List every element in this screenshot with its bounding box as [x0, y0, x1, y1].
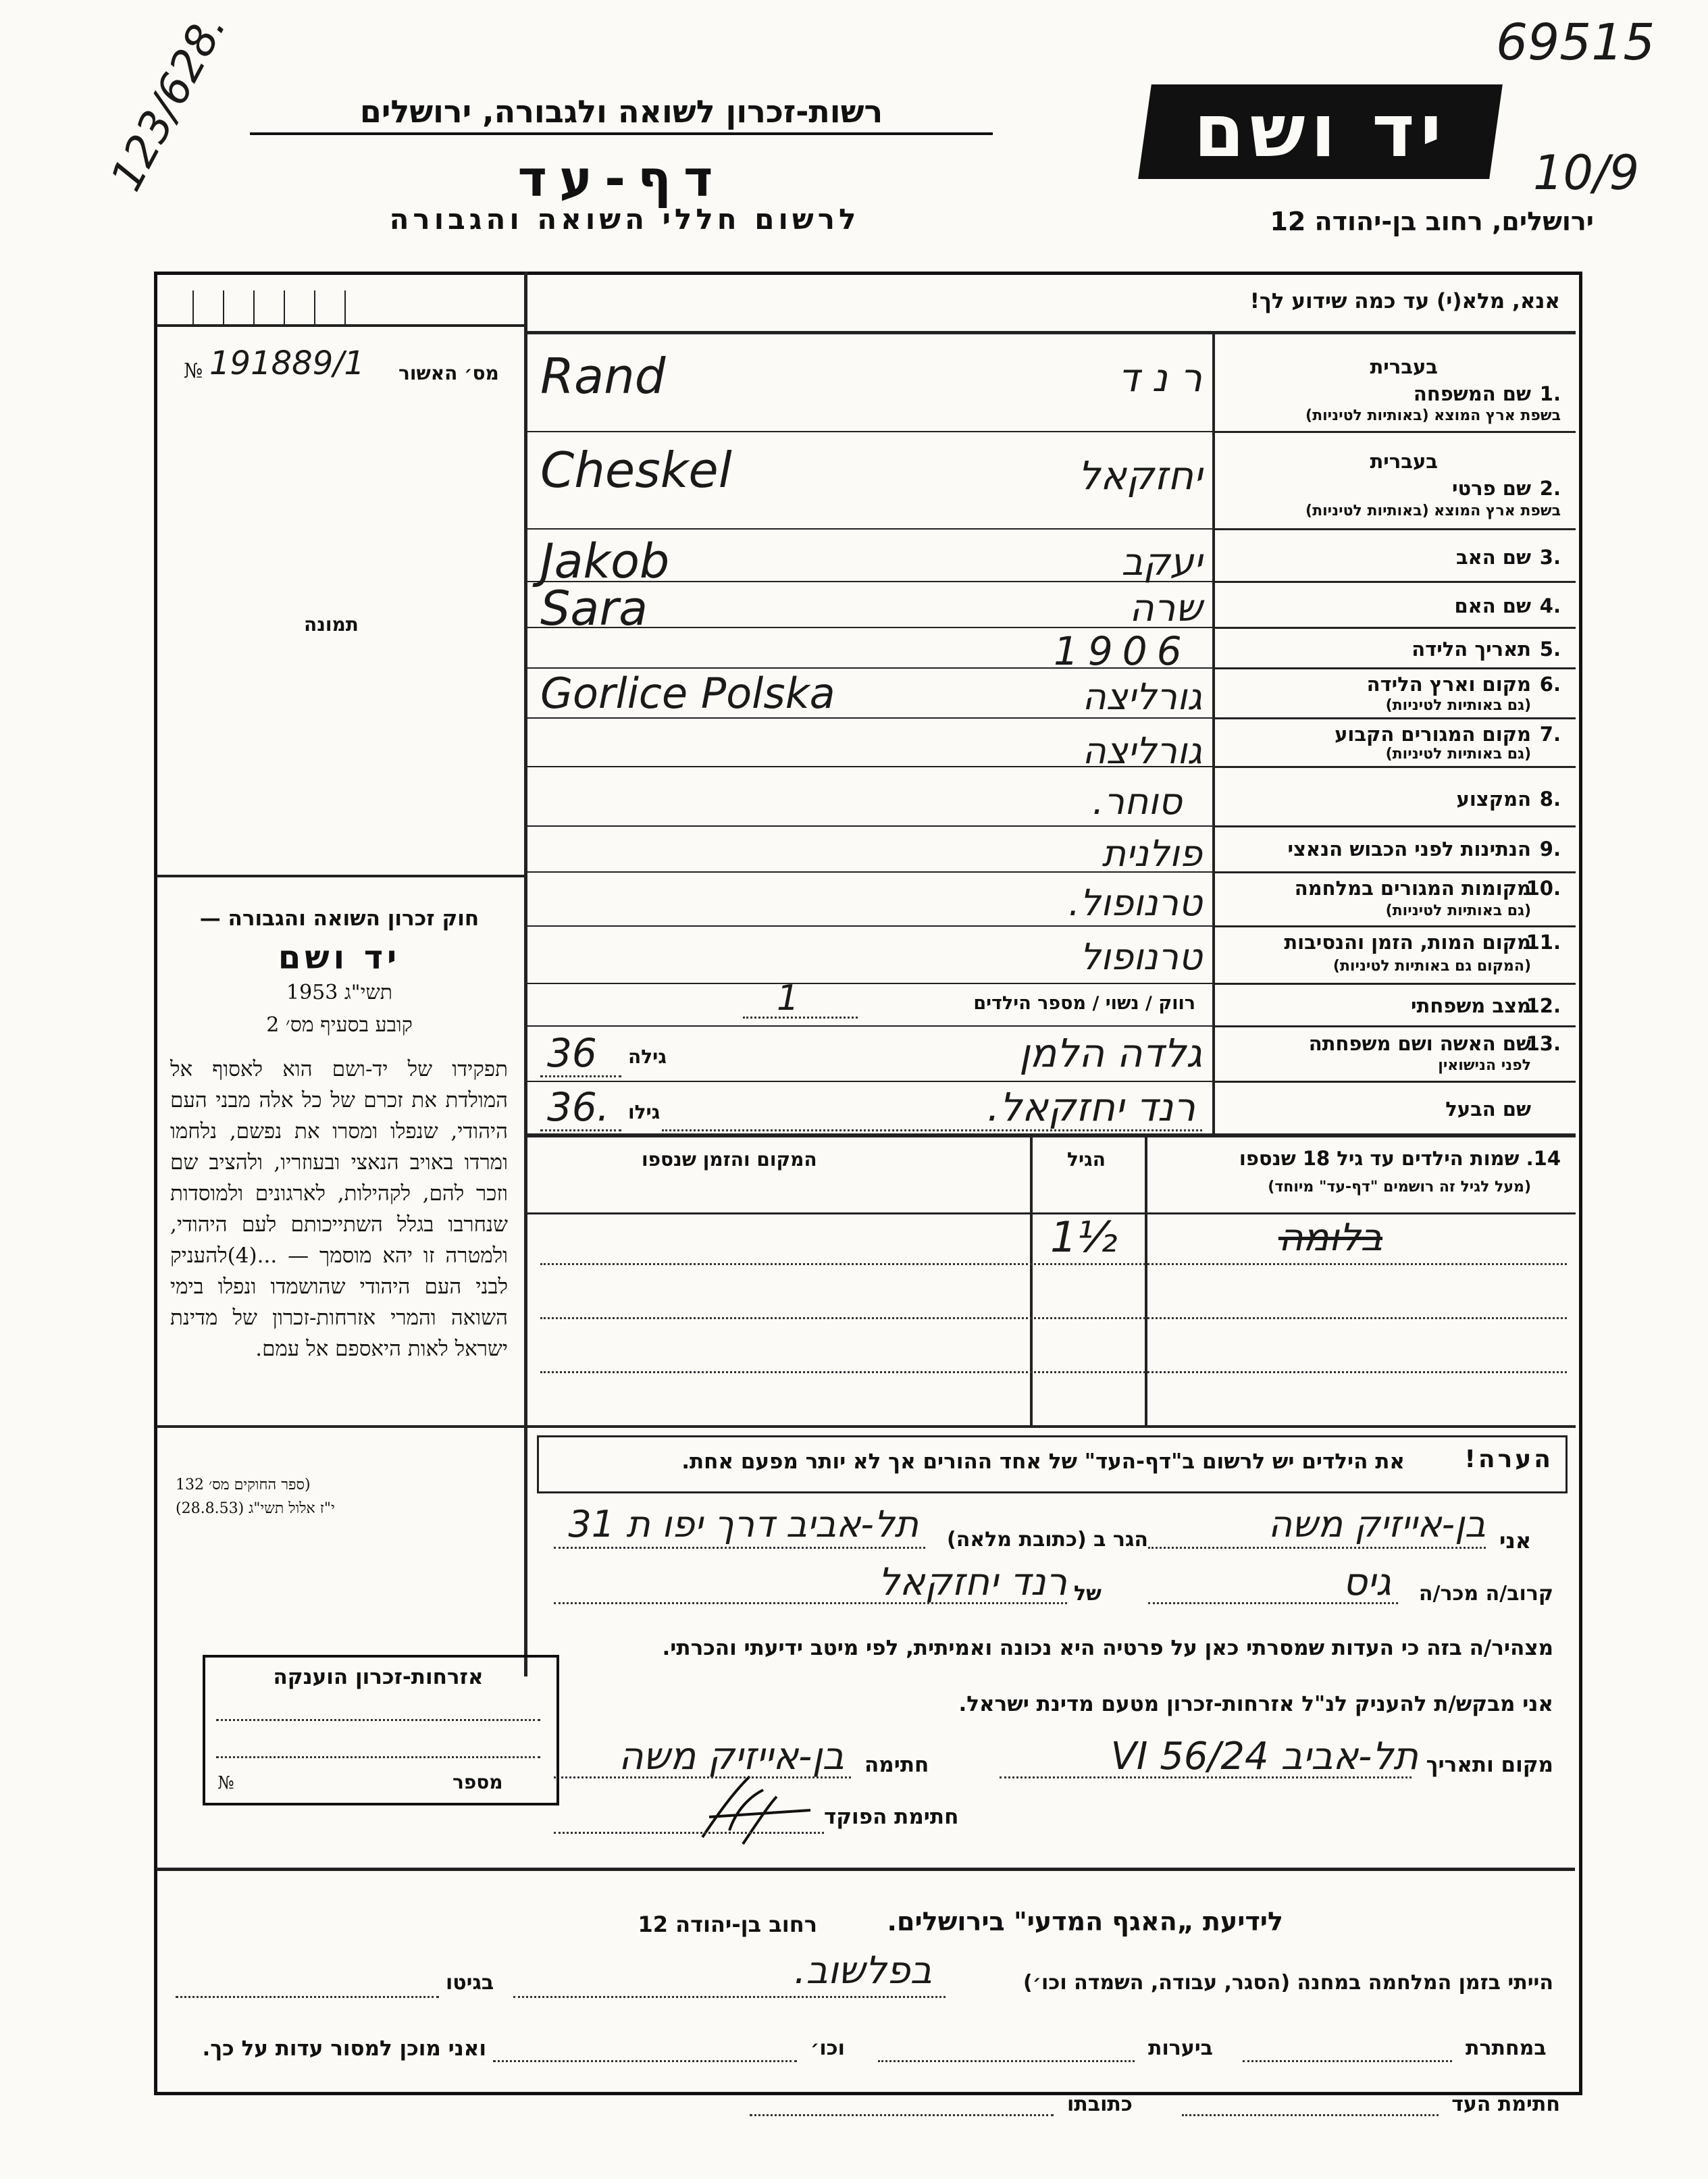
law-clause: קובע בסעיף מס׳ 2	[266, 1013, 413, 1037]
stamp-box-number-label: מספר	[452, 1771, 503, 1793]
hiding-label: במחתרת	[1466, 2036, 1547, 2060]
official-signature-scribble	[689, 1770, 824, 1851]
row-13-num: 13.	[1526, 1032, 1561, 1055]
row-3-num: 3.	[1539, 546, 1561, 569]
row-13-sub: לפני הנישואין	[1438, 1057, 1531, 1074]
wife-age: 36	[547, 1030, 597, 1076]
stamp-box-no-sign: №	[217, 1773, 234, 1793]
forests-label: ביערות	[1148, 2036, 1213, 2060]
header-address: ירושלים, רחוב בן-יהודה 12	[1270, 207, 1594, 236]
row-1-sub: בשפת ארץ המוצא (באותיות לטיניות)	[1305, 407, 1561, 424]
annotation-top-left: 123/628.	[101, 5, 236, 199]
row-2-num: 2.	[1539, 477, 1561, 500]
row-6-hebrew: גורליצה	[1082, 675, 1202, 718]
ghetto-label: בגיטו	[446, 1971, 494, 1995]
science-address: רחוב בן-יהודה 12	[638, 1912, 817, 1937]
row-4-latin: Sara	[540, 581, 648, 636]
row-2-lang: בעברית	[1370, 450, 1438, 473]
husband-age: 36.	[547, 1084, 610, 1130]
camp-line: הייתי בזמן המלחמה במחנה (הסגר, עבודה, השמדה וכו׳)	[1023, 1971, 1553, 1995]
row-6-label: מקום וארץ הלידה	[1366, 673, 1531, 696]
registration-label: מס׳ האשור	[398, 362, 499, 384]
law-year: תשי"ג 1953	[286, 981, 392, 1004]
form-subtitle: לרשום חללי השואה והגבורה	[389, 203, 860, 236]
law-ref-2: י"ז אלול תשי"ג (28.8.53)	[176, 1500, 335, 1517]
wife-age-label: גילה	[628, 1046, 667, 1068]
row-5-value: 1906	[1054, 628, 1191, 674]
husband-label: שם הבעל	[1445, 1098, 1531, 1121]
witness-address: תל-אביב דרך יפו ת 31	[568, 1503, 918, 1545]
place-date: תל-אביב 24/VI 56	[1110, 1735, 1418, 1778]
row-12-label: מצב משפחתי	[1410, 994, 1531, 1017]
note-label: הערה!	[1464, 1445, 1553, 1473]
row-9-value: פולנית	[1102, 832, 1202, 875]
place-date-label: מקום ותאריך	[1426, 1753, 1553, 1777]
children-age-header: הגיל	[1067, 1148, 1106, 1171]
signature-label: חתימה	[864, 1753, 929, 1777]
child-1-age: 1½	[1050, 1212, 1118, 1262]
row-11-num: 11.	[1526, 931, 1561, 954]
witness-name: בן-אייזיק משה	[1268, 1503, 1486, 1545]
row-11-value: טרנופול	[1080, 935, 1202, 978]
decl-request: אני מבקש/ת להעניק לנ"ל אזרחות-זכרון מטעם מדינת ישראל.	[958, 1692, 1553, 1716]
law-yad-vashem: יד ושם	[278, 939, 401, 977]
children-count: 1	[777, 978, 800, 1019]
row-8-num: 8.	[1539, 788, 1561, 811]
row-6-latin: Gorlice Polska	[540, 669, 835, 718]
row-10-num: 10.	[1526, 877, 1561, 900]
annotation-top-right: 69515	[1496, 14, 1655, 72]
row-10-label: מקומות המגורים במלחמה	[1294, 877, 1531, 900]
husband-name: רנד יחזקאל.	[987, 1084, 1195, 1130]
signature: בן-אייזיק משה	[618, 1735, 844, 1778]
row-10-value: טרנופול.	[1068, 881, 1202, 924]
registration-no-sign: №	[184, 359, 203, 383]
row-4-num: 4.	[1539, 594, 1561, 617]
decl-i-am: אני	[1499, 1528, 1532, 1554]
row-8-value: סוחר.	[1092, 780, 1182, 823]
row-5-label: תאריך הלידה	[1412, 638, 1531, 661]
row-7-value: גורליצה	[1082, 729, 1202, 772]
decl-statement: מצהיר/ה בזה כי העדות שמסרתי כאן על פרטיה היא נכונה ואמיתית, לפי מיטב ידיעתי והכרתי.	[662, 1636, 1553, 1660]
relation: גיס	[1343, 1560, 1391, 1604]
law-title: חוק זכרון השואה והגבורה —	[199, 906, 480, 931]
row-7-num: 7.	[1539, 723, 1561, 746]
etc-label: וכו׳	[810, 2036, 845, 2060]
row-11-sub: (המקום גם באותיות לטיניות)	[1332, 958, 1531, 975]
witness-signature-label: חתימת העד	[1451, 2093, 1560, 2116]
row-9-num: 9.	[1539, 838, 1561, 861]
photo-label: תמונה	[304, 613, 359, 636]
row-2-hebrew: יחזקאל	[1078, 453, 1202, 498]
row-3-hebrew: יעקב	[1121, 540, 1202, 584]
of-name: רנד יחזקאל	[878, 1560, 1067, 1604]
husband-age-label: גילו	[628, 1101, 661, 1123]
row-1-num: 1.	[1539, 382, 1561, 405]
row-7-sub: (גם באותיות לטיניות)	[1385, 746, 1531, 763]
row-6-sub: (גם באותיות לטיניות)	[1385, 697, 1531, 714]
decl-residing: הגר ב (כתובת מלאה)	[946, 1528, 1148, 1552]
row-2-label: שם פרטי	[1451, 477, 1531, 500]
row-7-label: מקום המגורים הקבוע	[1335, 723, 1531, 746]
children-sub: (מעל לגיל זה רושמים "דף-עד" מיוחד)	[1268, 1179, 1531, 1196]
child-1-name: בלומה	[1278, 1216, 1383, 1260]
row-4-hebrew: שרה	[1129, 586, 1202, 630]
row-4-label: שם האם	[1454, 594, 1531, 617]
instruction: אנא, מלא(י) עד כמה שידוע לך!	[1249, 289, 1560, 313]
marital-options: רווק / נשוי / מספר הילדים	[973, 993, 1195, 1014]
row-5-num: 5.	[1539, 638, 1561, 661]
yad-vashem-logo: יד ושם	[1138, 84, 1503, 179]
row-9-label: הנתינות לפני הכבוש הנאצי	[1287, 838, 1531, 861]
stamp-box-title: אזרחות-זכרון הוענקה	[273, 1665, 484, 1689]
row-8-label: המקצוע	[1456, 788, 1531, 811]
row-6-num: 6.	[1539, 673, 1561, 696]
wife-name: גלדה הלמן	[1019, 1030, 1202, 1076]
row-1-lang: בעברית	[1370, 355, 1438, 378]
science-title: לידיעת „האגף המדעי" בירושלים.	[887, 1907, 1283, 1937]
row-3-label: שם האב	[1455, 546, 1531, 569]
row-12-num: 12.	[1526, 994, 1561, 1017]
annotation-right-number: 10/9	[1533, 145, 1640, 201]
row-2-latin: Cheskel	[540, 442, 732, 498]
decl-of: של	[1074, 1582, 1102, 1606]
decl-relative: קרוב/ה מכר/ה	[1418, 1582, 1553, 1606]
row-10-sub: (גם באותיות לטיניות)	[1385, 902, 1531, 919]
law-ref-1: (ספר החוקים מס׳ 132	[176, 1477, 311, 1493]
row-1-hebrew: ר נ ד	[1118, 355, 1202, 401]
ready-label: ואני מוכן למסור עדות על כך.	[202, 2036, 486, 2061]
row-3-latin: Jakob	[540, 534, 670, 589]
row-1-latin: Rand	[540, 348, 666, 405]
row-13-label: שם האשה ושם משפחתה	[1308, 1032, 1531, 1055]
children-place-header: המקום והזמן שנספו	[642, 1148, 817, 1171]
camp-value: בפלשוב.	[794, 1949, 932, 1993]
witness-address-label: כתובתו	[1067, 2093, 1133, 2116]
form-title: דף-עד	[517, 150, 725, 208]
note-text: את הילדים יש לרשום ב"דף-העד" של אחד ההורים אך לא יותר מפעם אחת.	[681, 1450, 1405, 1474]
org-name: רשות-זכרון לשואה ולגבורה, ירושלים	[250, 93, 993, 135]
row-1-label: שם המשפחה	[1413, 382, 1531, 405]
law-body: תפקידו של יד-ושם הוא לאסוף אל המולדת את זכרם של כל אלה מבני העם היהודי, שנפלו ומסרו את נפשם, נלחמו ומרדו באויב הנאצי ובעוזריו, ולהציב שם וזכר להם, לקהילות, לארגונים ולמוסדות שנחרבו בגלל השתייכותם לעם היהודי, ולמטרה זו יהא מוסמך — ...(4)להעניק לבני העם היהודי שהושמדו ונפלו בימי השואה והמרי אזרחות-זכרון של מדינת ישראל לאות היאספם אל עמם.	[170, 1057, 508, 1361]
registration-number: 191889/1	[209, 344, 365, 382]
row-2-sub: בשפת ארץ המוצא (באותיות לטיניות)	[1305, 503, 1561, 519]
official-signature-label: חתימת הפוקד	[824, 1805, 959, 1829]
children-title: 14. שמות הילדים עד גיל 18 שנספו	[1239, 1147, 1561, 1170]
row-11-label: מקום המות, הזמן והנסיבות	[1284, 931, 1531, 954]
